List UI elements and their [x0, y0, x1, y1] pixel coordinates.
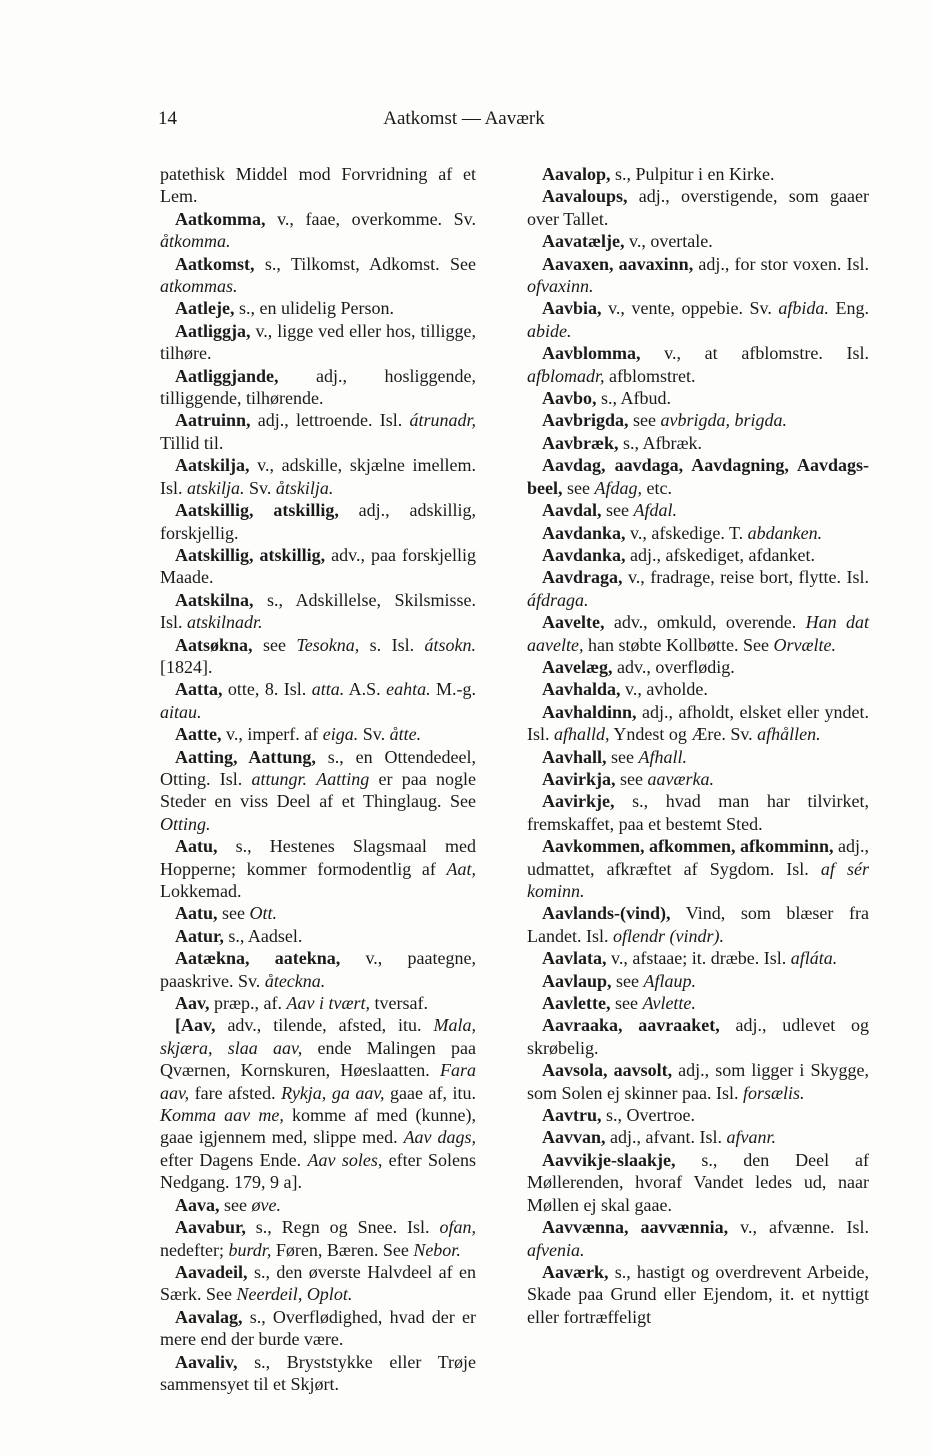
dictionary-entry	[527, 230, 869, 252]
entry-text: ende Malingen paa Qværnen, Kornskuren, Høeslaatten.	[160, 1037, 476, 1081]
entry-text: adj., adskillig, forskjellig.	[160, 500, 476, 543]
entry-text: v., overtale.	[624, 231, 713, 252]
entry-headword: Aavtru,	[542, 1105, 602, 1126]
entry-text: nedefter;	[160, 1239, 229, 1260]
dictionary-entry	[160, 746, 476, 836]
entry-text: tversaf.	[370, 993, 428, 1014]
entry-text: A.S.	[344, 679, 387, 700]
entry-text: v., afskedige. T.	[625, 522, 748, 543]
entry-text: v., avholde.	[620, 679, 708, 700]
dictionary-entry	[160, 947, 476, 992]
entry-italic-term: áfdraga.	[527, 589, 589, 610]
entry-headword: Aavirkja,	[542, 768, 616, 789]
dictionary-entry	[527, 544, 869, 566]
entry-italic-term: aaværka.	[647, 768, 714, 789]
dictionary-entry	[527, 163, 869, 185]
entry-text: patethisk Middel mod Forvridning af et Lem.	[160, 164, 476, 207]
entry-headword: Aavhall,	[542, 746, 607, 767]
entry-text: s., Regn og Snee. Isl.	[245, 1217, 440, 1238]
entry-headword: Aavaloups,	[542, 186, 628, 207]
left-column	[160, 163, 476, 1395]
entry-italic-term: åtkomma.	[160, 231, 231, 252]
entry-headword: Aavelæg,	[542, 656, 613, 677]
entry-italic-term: eiga.	[322, 724, 359, 745]
dictionary-entry	[527, 992, 869, 1014]
entry-headword: Aavelte,	[542, 612, 605, 633]
dictionary-entry	[160, 208, 476, 253]
entry-italic-term: attungr.	[251, 768, 308, 789]
entry-headword: Aavdanka,	[542, 544, 626, 565]
entry-italic-term: ofvaxinn.	[527, 276, 594, 297]
entry-headword: Aavblomma,	[542, 343, 641, 364]
entry-headword: Aatleje,	[175, 298, 235, 319]
dictionary-entry	[160, 499, 476, 544]
entry-italic-term: Komma aav me,	[160, 1105, 284, 1126]
dictionary-entry	[527, 566, 869, 611]
entry-headword: Aatliggja,	[175, 320, 251, 341]
entry-text: efter Dagens Ende.	[160, 1149, 308, 1170]
entry-text: adj., udlevet og skrøbelig.	[527, 1015, 869, 1058]
entry-headword: Aavlette,	[542, 993, 611, 1014]
entry-italic-term: burdr,	[228, 1239, 272, 1260]
entry-italic-term: Avlette.	[642, 993, 696, 1014]
entry-headword: Aatte,	[175, 724, 222, 745]
dictionary-entry	[160, 454, 476, 499]
entry-headword: Aatta,	[175, 679, 223, 700]
entry-text: Sv.	[358, 724, 390, 745]
entry-headword: Aatskillig, atskillig,	[175, 500, 339, 521]
entry-text: see	[601, 500, 634, 521]
entry-italic-term: Nebor.	[413, 1239, 461, 1260]
entry-headword: Aavdraga,	[542, 567, 623, 588]
entry-italic-term: Aav soles,	[307, 1149, 383, 1170]
dictionary-entry	[527, 678, 869, 700]
dictionary-entry	[527, 1014, 869, 1059]
entry-text: adj., udmattet, afkræftet af Sygdom. Isl.	[527, 836, 870, 879]
entry-text: adj., afskediget, afdanket.	[625, 544, 815, 565]
entry-text: v., afstaae; it. dræbe. Isl.	[606, 948, 791, 969]
entry-headword: Aavbia,	[542, 298, 602, 319]
dictionary-entry	[160, 902, 476, 924]
entry-italic-term: atkommas.	[160, 276, 238, 297]
entry-italic-term: åteckna.	[264, 970, 326, 991]
entry-headword: Aatting, Aattung,	[175, 746, 316, 767]
dictionary-entry	[527, 342, 869, 387]
entry-text: adj., som ligger i Skygge, som Solen ej skinner paa. Isl.	[527, 1060, 869, 1103]
entry-headword: Aavlaup,	[542, 970, 612, 991]
entry-headword: Aavvikje-slaakje,	[542, 1149, 676, 1170]
entry-text: s., Afbræk.	[618, 432, 703, 453]
entry-headword: Aavadeil,	[175, 1261, 248, 1282]
entry-italic-term: eahta.	[386, 679, 431, 700]
entry-text: adj., overstigende, som gaaer over Tallet.	[527, 186, 869, 229]
entry-italic-term: Ott.	[249, 903, 278, 924]
entry-headword: Aatur,	[175, 925, 224, 946]
entry-italic-term: af sér kominn.	[527, 858, 869, 901]
entry-text: adv., tilende, afsted, itu.	[215, 1015, 434, 1036]
entry-italic-term: atskilja.	[187, 477, 245, 498]
dictionary-entry	[527, 746, 869, 768]
entry-italic-term: Afdag,	[594, 477, 642, 498]
entry-italic-term: afvanr.	[726, 1127, 776, 1148]
entry-text: see	[615, 768, 648, 789]
dictionary-entry	[160, 365, 476, 410]
entry-text: adj., for stor voxen. Isl.	[693, 253, 870, 274]
dictionary-entry	[527, 253, 869, 298]
entry-italic-term: aitau.	[160, 701, 202, 722]
entry-text: s., en Ottendedeel, Otting. Isl.	[160, 746, 477, 789]
entry-text: adv., omkuld, overende.	[604, 612, 806, 633]
dictionary-entry	[160, 1216, 476, 1261]
dictionary-entry	[160, 1306, 476, 1351]
entry-text: v., vente, oppebie. Sv.	[601, 298, 779, 319]
entry-text: v., paategne, paaskrive. Sv.	[160, 948, 476, 991]
dictionary-entry	[160, 925, 476, 947]
dictionary-entry	[527, 432, 869, 454]
entry-headword: Aavvan,	[542, 1127, 606, 1148]
dictionary-entry	[160, 678, 476, 723]
entry-italic-term: oflendr (vindr).	[612, 925, 724, 946]
entry-text: v., faae, overkomme. Sv.	[265, 208, 476, 229]
entry-headword: Aav,	[175, 993, 210, 1014]
entry-text: s., den Deel af Møllerenden, hvoraf Vandet ledes ud, naar Møllen ej skal gaae.	[527, 1149, 869, 1215]
dictionary-entry	[160, 1351, 476, 1396]
entry-text: see	[610, 993, 643, 1014]
entry-italic-term: Neerdeil, Oplot.	[236, 1284, 353, 1305]
entry-text: v., imperf. af	[221, 724, 323, 745]
entry-text: gaae af, itu.	[384, 1082, 476, 1103]
entry-italic-term: Fara aav,	[160, 1060, 476, 1103]
entry-italic-term: Aat,	[446, 858, 476, 879]
dictionary-entry	[527, 701, 869, 746]
entry-headword: Aatkomst,	[175, 253, 255, 274]
entry-text: efter Solens Nedgang. 179, 9 a].	[160, 1149, 476, 1193]
entry-headword: Aavdanka,	[542, 522, 626, 543]
entry-text: Lokkemad.	[160, 881, 242, 901]
dictionary-entry	[527, 1104, 869, 1126]
entry-italic-term: átsokn.	[424, 634, 476, 655]
entry-italic-term: afvenia.	[527, 1239, 585, 1260]
entry-text: see	[252, 634, 297, 655]
entry-text: Tillid til.	[160, 432, 224, 453]
entry-text: s., Pulpitur i en Kirke.	[610, 164, 775, 184]
entry-text: adv., paa forskjellig Maade.	[160, 544, 476, 588]
entry-text: Yndest og Ære. Sv.	[609, 724, 758, 745]
entry-text: otte, 8. Isl.	[222, 679, 312, 700]
dictionary-entry	[160, 634, 476, 679]
entry-headword: Aavhaldinn,	[542, 701, 637, 722]
entry-headword: Aavlands-(vind),	[542, 903, 671, 924]
entry-italic-term: Afhall.	[638, 746, 687, 767]
dictionary-entry	[527, 1216, 869, 1261]
entry-text: v., at afblomstre. Isl.	[640, 343, 869, 364]
entry-italic-term: atskilnadr.	[187, 612, 263, 633]
dictionary-entry	[160, 1194, 476, 1216]
entry-headword: Aavalop,	[542, 164, 611, 184]
dictionary-entry	[160, 589, 476, 634]
entry-text: see	[606, 746, 639, 767]
dictionary-entry	[527, 1261, 869, 1328]
dictionary-entry	[527, 499, 869, 521]
entry-headword: Aavirkje,	[542, 791, 615, 812]
entry-headword: Aatsøkna,	[175, 634, 253, 655]
entry-italic-term: avbrigda, brigda.	[660, 410, 788, 431]
entry-text: s., Tilkomst, Adkomst. See	[254, 253, 476, 274]
dictionary-entry	[527, 611, 869, 656]
dictionary-entry	[160, 723, 476, 745]
entry-text: adv., overflødig.	[612, 656, 735, 677]
entry-text: fare afsted.	[189, 1082, 282, 1103]
entry-italic-term: åtte.	[389, 724, 422, 745]
dictionary-entry	[160, 1261, 476, 1306]
entry-headword: Aavhalda,	[542, 679, 621, 700]
entry-italic-term: Orvælte.	[773, 634, 836, 655]
entry-text: see	[628, 410, 661, 431]
entry-headword: Aatruinn,	[175, 410, 251, 431]
page-number: 14	[158, 108, 177, 129]
entry-italic-term: átrunadr,	[409, 410, 476, 431]
entry-headword: Aava,	[175, 1194, 220, 1215]
entry-headword: Aavlata,	[542, 948, 607, 969]
dictionary-entry	[527, 768, 869, 790]
entry-text: han støbte Kollbøtte. See	[583, 634, 774, 655]
dictionary-entry	[527, 790, 869, 835]
entry-text: see	[611, 970, 644, 991]
entry-italic-term: Aflaup.	[643, 970, 697, 991]
entry-text: see	[217, 903, 250, 924]
entry-headword: Aavraaka, aavraaket,	[542, 1015, 720, 1036]
entry-text: v., fradrage, reise bort, flytte. Isl.	[622, 567, 869, 588]
dictionary-entry	[527, 1126, 869, 1148]
dictionary-entry	[160, 1014, 476, 1193]
entry-text: M.-g.	[430, 679, 476, 700]
dictionary-entry	[160, 835, 476, 902]
entry-italic-term: Han dat aavelte,	[527, 612, 869, 655]
right-column	[527, 163, 869, 1328]
dictionary-entry	[527, 522, 869, 544]
dictionary-entry	[527, 835, 869, 902]
dictionary-entry	[160, 253, 476, 298]
entry-text: Sv.	[244, 477, 276, 498]
entry-text: s., Bryststykke eller Trøje sammensyet til et Skjørt.	[160, 1351, 476, 1394]
entry-headword: Aavvænna, aavvænnia,	[542, 1217, 729, 1238]
dictionary-entry	[527, 947, 869, 969]
entry-text: adj., afvant. Isl.	[605, 1127, 727, 1148]
dictionary-entry	[527, 185, 869, 230]
entry-italic-term: abide.	[527, 320, 572, 341]
entry-text: komme af med (kunne), gaae igjennem med, slippe med.	[160, 1105, 476, 1148]
entry-headword: Aavkommen, afkommen, afkomminn,	[542, 836, 834, 857]
dictionary-entry	[527, 970, 869, 992]
dictionary-entry	[160, 544, 476, 589]
entry-text: s. Isl.	[359, 634, 425, 655]
entry-headword: Aavatælje,	[542, 231, 625, 252]
entry-italic-term: Afdal.	[633, 500, 677, 521]
entry-headword: Aaværk,	[542, 1261, 609, 1282]
entry-italic-term: Aatting	[316, 768, 370, 789]
entry-italic-term: Rykja, ga aav,	[281, 1082, 385, 1103]
entry-text: s., Hestenes Slagsmaal med Hopperne; kommer formodentlig af	[160, 836, 476, 879]
entry-headword: Aavaliv,	[175, 1351, 238, 1372]
entry-text: Føren, Bæren. See	[271, 1239, 414, 1260]
dictionary-entry	[527, 409, 869, 431]
dictionary-entry	[160, 297, 476, 319]
dictionary-entry	[160, 992, 476, 1014]
entry-text: s., Overflødighed, hvad der er mere end der burde være.	[160, 1306, 476, 1350]
entry-text: s., Aadsel.	[223, 925, 303, 946]
entry-headword: Aavabur,	[175, 1217, 246, 1238]
entry-headword: Aavdag, aavdaga, Aavdagning, Aavdags-beel,	[527, 455, 869, 498]
entry-italic-term: afbida.	[778, 298, 829, 319]
entry-italic-term: Mala, skjæra, slaa aav,	[160, 1015, 476, 1058]
dictionary-entry	[527, 902, 869, 947]
entry-italic-term: Aav i tvært,	[286, 993, 370, 1014]
entry-headword: Aavbo,	[542, 388, 597, 409]
entry-text: s., hvad man har tilvirket, fremskaffet, paa et bestemt Sted.	[527, 791, 869, 834]
dictionary-entry	[160, 320, 476, 365]
entry-italic-term: forsælis.	[742, 1082, 805, 1103]
entry-headword: Aavsola, aavsolt,	[542, 1060, 673, 1081]
entry-italic-term: afhållen.	[757, 724, 821, 745]
running-head: Aatkomst — Aaværk	[383, 108, 545, 129]
dictionary-entry	[527, 1059, 869, 1104]
entry-headword: Aatkomma,	[175, 208, 266, 229]
entry-headword: Aatu,	[175, 903, 218, 924]
entry-text: s., den øverste Halvdeel af en Særk. See	[160, 1261, 476, 1305]
entry-headword: Aatliggjande,	[175, 365, 279, 386]
entry-headword: [Aav,	[175, 1015, 216, 1036]
entry-headword: Aatskillig, atskillig,	[175, 544, 326, 565]
entry-text: v., afvænne. Isl.	[728, 1217, 869, 1238]
entry-text: v., ligge ved eller hos, tilligge, tilhøre.	[160, 320, 476, 364]
entry-text: Vind, som blæser fra Landet. Isl.	[527, 903, 869, 946]
entry-text	[307, 769, 316, 789]
entry-text: præp., af.	[209, 993, 287, 1014]
entry-text: [1824].	[160, 656, 213, 677]
entry-italic-term: Otting.	[160, 813, 211, 834]
entry-italic-term: atta.	[311, 679, 345, 700]
entry-headword: Aavbræk,	[542, 432, 619, 453]
dictionary-entry	[160, 409, 476, 454]
entry-italic-term: ofan,	[439, 1217, 476, 1238]
dictionary-entry	[160, 163, 476, 208]
dictionary-entry	[527, 656, 869, 678]
entry-italic-term: abdanken.	[747, 522, 823, 543]
entry-headword: Aavalag,	[175, 1306, 243, 1327]
entry-text: s., Adskillelse, Skilsmisse. Isl.	[160, 589, 476, 633]
entry-text: s., Afbud.	[596, 388, 672, 409]
entry-italic-term: Tesokna,	[296, 634, 360, 655]
entry-text: afblomstret.	[604, 365, 696, 386]
entry-text: adj., lettroende. Isl.	[250, 410, 410, 431]
entry-text: see	[562, 477, 595, 498]
dictionary-entry	[527, 454, 869, 499]
entry-italic-term: øve.	[251, 1194, 281, 1215]
entry-text: adj., hosliggende, tilliggende, tilhørende.	[160, 365, 476, 409]
entry-headword: Aatskilna,	[175, 589, 254, 610]
entry-text: see	[219, 1194, 252, 1215]
entry-text: s., Overtroe.	[601, 1105, 695, 1126]
entry-text: s., en ulidelig Person.	[234, 298, 394, 319]
entry-text: adj., afholdt, elsket eller yndet. Isl.	[527, 701, 869, 745]
entry-headword: Aatækna, aatekna,	[175, 948, 341, 969]
entry-text: er paa nogle Steder en viss Deel af et Thinglaug. See	[160, 768, 477, 812]
entry-italic-term: afblomadr,	[527, 365, 605, 386]
entry-italic-term: afláta.	[790, 948, 838, 969]
page-header	[158, 108, 770, 132]
entry-headword: Aavbrigda,	[542, 410, 629, 431]
entry-italic-term: åtskilja.	[275, 477, 334, 498]
entry-italic-term: afhalld,	[554, 724, 610, 745]
dictionary-entry	[527, 387, 869, 409]
entry-headword: Aavdal,	[542, 500, 602, 521]
entry-text: s., hastigt og overdrevent Arbeide, Skade paa Grund eller Ejendom, it. et nyttigt eller fortræffeligt	[527, 1261, 869, 1327]
entry-headword: Aatu,	[175, 836, 218, 857]
entry-headword: Aatskilja,	[175, 455, 250, 476]
entry-text: Eng.	[828, 298, 869, 319]
entry-text: etc.	[641, 477, 672, 498]
entry-italic-term: Aav dags,	[403, 1127, 476, 1148]
entry-text: v., adskille, skjælne imellem. Isl.	[160, 455, 476, 498]
dictionary-entry	[527, 297, 869, 342]
dictionary-entry	[527, 1149, 869, 1216]
entry-headword: Aavaxen, aavaxinn,	[542, 253, 694, 274]
